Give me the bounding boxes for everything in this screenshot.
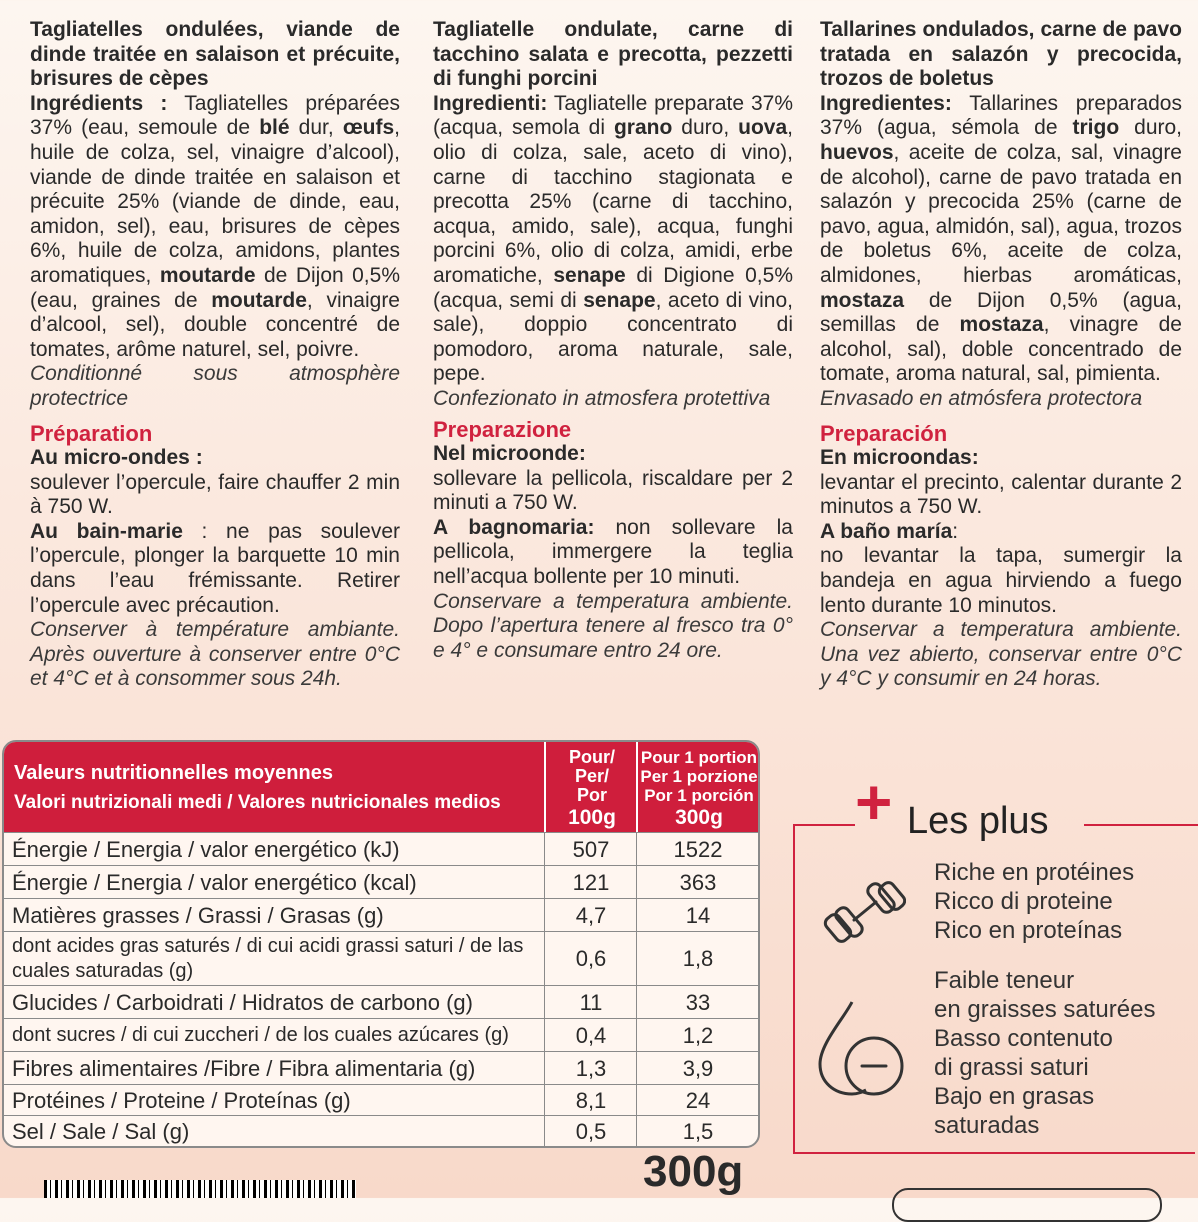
low-sat-fat-benefit: Faible teneur en graisses saturées Basso contenuto di grassi saturi Bajo en grasas saturadas [934,967,1156,1139]
nutrition-table [2,740,760,1148]
bain-marie-text-es: no levantar la tapa, sumergir la bandeja en agua hirviendo a fuego lento durante 10 minutos. [820,544,1182,617]
ingredients-it: Ingredienti: Tagliatelle preparate 37% (acqua, semola di grano duro, uova, olio di colza, sale, aceto di vino), carne di tacchino stagionata e precotta 25% (carne di tacchino, acqua, amido, sale), acqua, funghi porcini 6%, olio di colza, amidi, erbe aromatiche, senape di Digione 0,5% (acqua, semi di senape, aceto di vino, sale), doppio concentrato di pomodoro, aroma naturale, sale, pepe. [433,91,793,386]
bain-marie-label-es: A baño maría: [820,519,959,543]
storage-note-es: Conservar a temperatura ambiente. Una vez abierto, conservar entre 0°C y 4°C y consumir en 24 horas. [820,618,1182,691]
table-row: Protéines / Proteine / Proteínas (g) 8,1 24 [4,1084,758,1116]
french-column [30,18,400,692]
table-row: Fibres alimentaires /Fibre / Fibra alimentaria (g) 1,3 3,9 [4,1051,758,1085]
nutrition-title: Valeurs nutritionnelles moyennes [14,762,333,784]
ingredients-es: Ingredientes: Tallarines preparados 37% (agua, sémola de trigo duro, huevos, aceite de colza, sal, vinagre de alcohol), carne de pavo tratada en salazón y precocida 25% (carne de pavo, agua, almidón, sal), agua, trozos de boletus 6%, aceite de colza, almidones, hierbas aromáticas, mostaza de Dijon 0,5% (agua, semillas de mostaza, vinagre de alcohol, sal), doble concentrado de tomate, aroma natural, sal, pimienta. [820,91,1183,386]
microwave-text-fr: soulever l’opercule, faire chauffer 2 min à 750 W. [30,470,400,519]
atmosphere-note-fr: Conditionné sous atmosphère protectrice [30,362,400,410]
drop-minus-icon [814,998,910,1098]
atmosphere-note-it: Confezionato in atmosfera protettiva [433,386,771,410]
bottom-badge [892,1188,1162,1222]
microwave-label-fr: Au micro-ondes : [30,446,203,470]
divider [793,824,855,826]
nutrition-table-header [4,742,758,832]
italian-column [433,18,793,663]
plus-icon: + [855,766,893,838]
storage-note-fr: Conserver à température ambiante. Après ouverture à conserver entre 0°C et 4°C et à consommer sous 24h. [30,618,400,691]
divider [1084,824,1198,826]
les-plus-title: Les plus [907,800,1049,842]
per-portion-header: Pour 1 portion Per 1 porzione Por 1 porción 300g [636,742,760,832]
table-row: Énergie / Energia / valor energético (kJ) 507 1522 [4,832,758,866]
per-100g-header: Pour/ Per/ Por 100g [544,742,638,832]
preparation-title-it: Preparazione [433,416,572,442]
table-row: Glucides / Carboidrati / Hidratos de carbono (g) 11 33 [4,985,758,1019]
table-row: dont sucres / di cui zuccheri / de los cuales azúcares (g) 0,4 1,2 [4,1018,758,1052]
preparation-title-es: Preparación [820,420,948,446]
product-title-it: Tagliatelle ondulate, carne di tacchino salata e precotta, pezzetti di funghi porcini [433,18,793,91]
barcode [44,1180,356,1198]
ingredients-fr: Ingrédients : Tagliatelles préparées 37% (eau, semoule de blé dur, œufs, huile de colza, sel, vinaigre d’alcool), viande de dinde traitée en salaison et précuite 25% (viande de dinde, eau, amidon, sel), eau, brisures de cèpes 6%, huile de colza, amidons, plantes aromatiques, moutarde de Dijon 0,5% (eau, graines de moutarde, vinaigre d’alcool, sel), double concentré de tomates, arôme naturel, sel, poivre. [30,91,401,361]
table-row: Sel / Sale / Sal (g) 0,5 1,5 [4,1115,758,1147]
table-row: Matières grasses / Grassi / Grasas (g) 4,7 14 [4,898,758,932]
preparation-title-fr: Préparation [30,420,153,446]
dumbbell-icon [822,872,906,956]
net-weight: 300g [643,1147,744,1196]
microwave-label-es: En microondas: [820,446,979,470]
table-row: dont acides gras saturés / di cui acidi grassi saturi / de las cuales saturadas (g) 0,6 1,8 [4,931,758,986]
protein-benefit: Riche en protéines Ricco di proteine Rico en proteínas [934,859,1135,944]
bain-marie-fr: Au bain-marie : ne pas soulever l’opercule, plonger la barquette 10 min dans l’eau frémissante. Retirer l’opercule avec précaution. [30,519,401,617]
atmosphere-note-es: Envasado en atmósfera protectora [820,386,1143,410]
microwave-text-it: sollevare la pellicola, riscaldare per 2 minuti a 750 W. [433,466,793,515]
storage-note-it: Conservare a temperatura ambiente. Dopo l’apertura tenere al fresco tra 0° e 4° e consumare entro 24 ore. [433,589,793,662]
microwave-label-it: Nel microonde: [433,442,586,466]
product-title-es: Tallarines ondulados, carne de pavo tratada en salazón y precocida, trozos de boletus [820,18,1182,91]
nutrition-subtitle: Valori nutrizionali medi / Valores nutricionales medios [14,792,501,813]
spanish-column [820,18,1182,692]
microwave-text-es: levantar el precinto, calentar durante 2 minutos a 750 W. [820,470,1182,519]
table-row: Énergie / Energia / valor energético (kcal) 121 363 [4,865,758,899]
bain-marie-it: A bagnomaria: non sollevare la pellicola, immergere la teglia nell’acqua bollente per 10 minuti. [433,515,793,589]
product-title-fr: Tagliatelles ondulées, viande de dinde traitée en salaison et précuite, brisures de cèpes [30,18,400,91]
